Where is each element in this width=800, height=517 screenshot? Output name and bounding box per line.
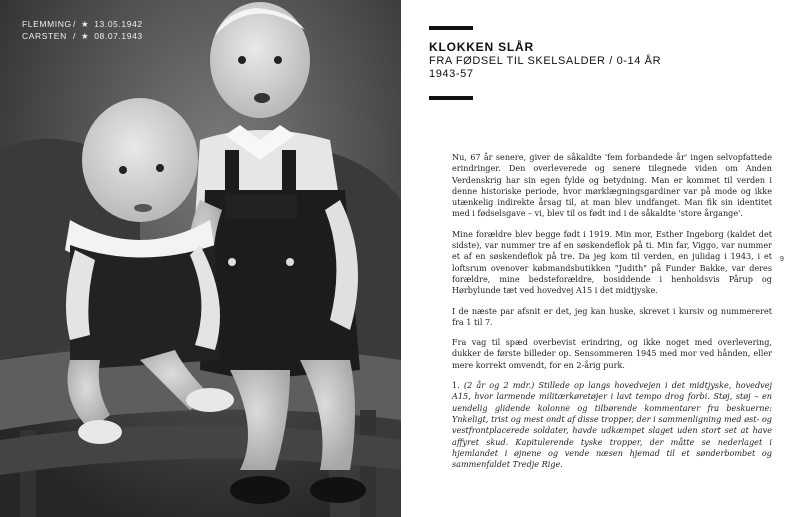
memory-text: (2 år og 2 mdr.) Stillede op langs hovedvejen i det midtjyske, hovedvej A15, hvor larmende militærkøretøjer i lavt tempo drog forbi. Støj, støj – en uendelig glidende kolonne og tilbørende kommentarer fra beskuerne: Ynkeligt, trist og mest ondt af disse tropper, der i sammenligning med øst- og vestfrontplacerede soldater, havde udkæmpet slaget uden stort set at have affyret skud. Kapitulerende tyske tropper, der måtte se nederlaget i hjemlandet i øjnene og vende næsen hjemad til et sønderbombet og sammenfaldet Tredje Rige. <box>452 380 773 470</box>
chapter-years: 1943-57 <box>429 68 474 80</box>
top-rule <box>429 26 473 30</box>
caption-row <box>22 30 143 42</box>
numbered-memory <box>452 380 772 470</box>
caption-name: CARSTEN <box>22 31 67 41</box>
memory-number: 1. <box>452 380 460 391</box>
chapter-heading <box>429 40 759 81</box>
page-number: 9 <box>780 256 784 263</box>
paragraph: Mine forældre blev begge født i 1919. Min mor, Esther Ingeborg (kaldet det sidste), var nummer tre af en søskendeflok på ti. Min far, Viggo, var nummer et af en søskendeflok på tre. Da jeg kom til verden, en julidag i 1943, i et loftsrum ovenover købmandsbutikken "Judith" på Funder Bakke, var deres forældre, mine bedsteforældre, bosiddende i henholdsvis Pårup og Hørbylunde tæt ved hovedvej A15 i det midtjyske. <box>452 228 772 296</box>
body-text <box>452 152 772 479</box>
caption-date: 13.05.1942 <box>94 19 143 29</box>
paragraph: I de næste par afsnit er det, jeg kan huske, skrevet i kursiv og nummereret fra 1 til 7. <box>452 305 772 327</box>
text-page <box>401 0 800 517</box>
paragraph: Fra vag til spæd overbevist erindring, og ikke noget med overlevering, dukker de første billeder op. Sensommeren 1945 med mor ved hånden, eller mere korrekt omvendt, for en 2-årig purk. <box>452 337 772 370</box>
caption-name: FLEMMING <box>22 19 72 29</box>
star-icon: ★ <box>80 31 90 41</box>
caption-row <box>22 18 143 30</box>
caption-date: 08.07.1943 <box>94 31 143 41</box>
caption-separator: / <box>73 31 76 41</box>
caption-separator: / <box>73 19 76 29</box>
chapter-subtitle: FRA FØDSEL TIL SKELSALDER / 0-14 ÅR <box>429 55 662 67</box>
bottom-rule <box>429 96 473 100</box>
paragraph: Nu, 67 år senere, giver de såkaldte 'fem forbandede år' ingen selvopfattede erindringer. Den overleverede og senere tilegnede viden om Anden Verdenskrig har sin egen fylde og betydning. Man er kommet til verden i denne historiske periode, hvor mørklægningsgardiner var på mode og ikke utænkelig indirekte årsag til, at man blev undfanget. Man fik sin identitet med i fødselsgave – vi, blev til os født ind i de såkaldte 'store årgange'. <box>452 152 772 219</box>
star-icon: ★ <box>80 19 90 29</box>
chapter-title: KLOKKEN SLÅR <box>429 40 534 54</box>
photo-caption <box>22 18 143 42</box>
